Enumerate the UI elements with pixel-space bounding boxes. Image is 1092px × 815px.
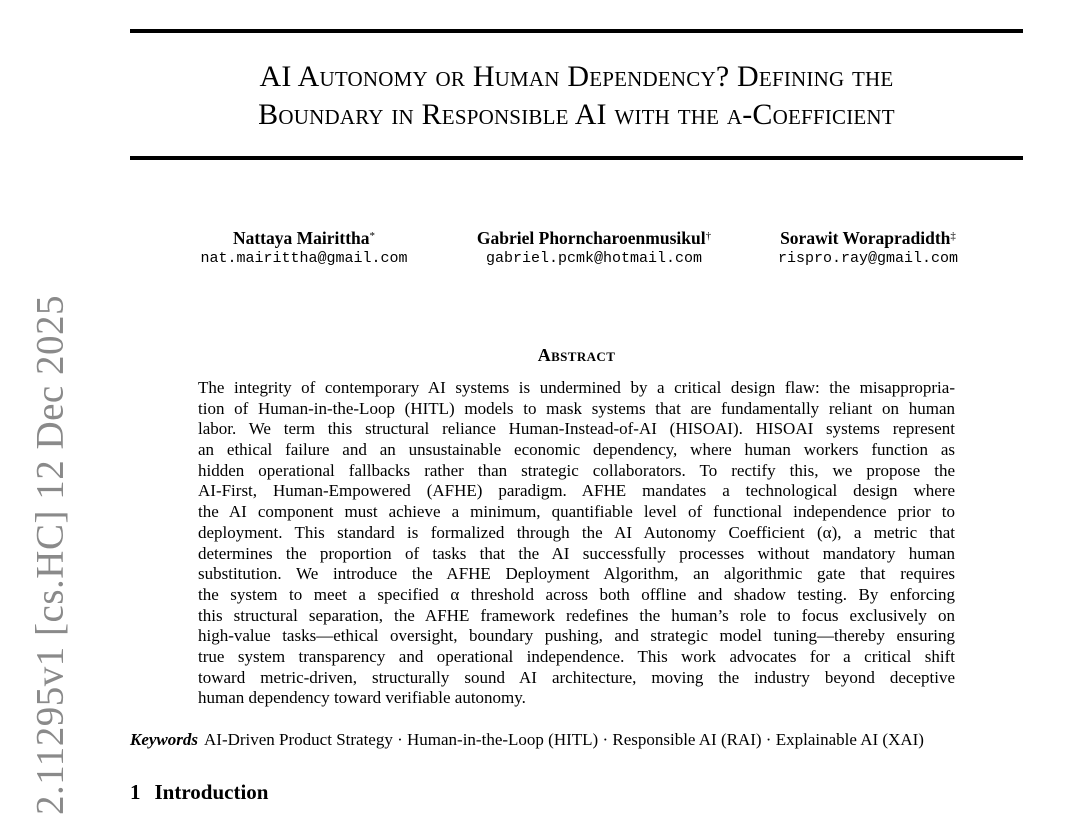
abstract-line: deployment. This standard is formalized through the AI Autonomy Coefficient (α), a metric that xyxy=(198,522,955,542)
abstract-line: this structural separation, the AFHE framework redefines the human’s role to focus exclusively on xyxy=(198,605,955,625)
abstract-line: human dependency toward verifiable autonomy. xyxy=(198,688,526,708)
author-block-3 xyxy=(759,227,977,269)
abstract-line: The integrity of contemporary AI systems is undermined by a critical design flaw: the misappropria- xyxy=(198,378,955,397)
section-number: 1 xyxy=(130,780,141,804)
abstract-line: true system transparency and operational independence. This work advocates for a critical shift xyxy=(198,646,955,666)
author-email[interactable]: gabriel.pcmk@hotmail.com xyxy=(485,250,703,267)
author-email[interactable]: nat.mairittha@gmail.com xyxy=(200,250,408,267)
author-footnote-mark: † xyxy=(705,230,712,242)
title-bottom-rule xyxy=(130,156,1023,160)
abstract-body xyxy=(198,378,955,709)
abstract-line: high-value tasks—ethical oversight, boundary pushing, and strategic model tuning—thereby ensuring xyxy=(198,626,955,646)
abstract-line: AI-First, Human-Empowered (AFHE) paradigm. AFHE mandates a technological design where xyxy=(198,481,955,501)
abstract-line: tion of Human-in-the-Loop (HITL) models to mask systems that are fundamentally reliant on human xyxy=(198,398,955,418)
abstract-line: determines the proportion of tasks that the AI successfully processes without mandatory human xyxy=(198,543,955,563)
title-top-rule xyxy=(130,29,1023,33)
abstract-line: substitution. We introduce the AFHE Deployment Algorithm, an algorithmic gate that requires xyxy=(198,564,955,584)
author-name: Nattaya Mairittha* xyxy=(232,228,376,248)
abstract-line: labor. We term this structural reliance Human-Instead-of-AI (HISOAI). HISOAI systems represent xyxy=(198,419,955,439)
arxiv-identifier: 2.11295v1 [cs.HC] 12 Dec 2025 xyxy=(28,295,72,815)
author-name: Sorawit Worapradidth‡ xyxy=(780,228,956,248)
author-email[interactable]: rispro.ray@gmail.com xyxy=(777,250,959,267)
keywords-label: Keywords xyxy=(130,730,198,749)
keywords xyxy=(130,729,924,751)
author-block-2 xyxy=(463,227,725,269)
author-block-1 xyxy=(189,227,419,269)
keywords-text: AI-Driven Product Strategy · Human-in-the-Loop (HITL) · Responsible AI (RAI) · Explainable AI (XAI) xyxy=(204,730,924,749)
paper-title xyxy=(130,58,1023,134)
section-title: Introduction xyxy=(154,780,269,804)
abstract-line: hidden operational fallbacks rather than strategic collaborators. To rectify this, we propose the xyxy=(198,460,955,480)
paper-title-line-2: Boundary in Responsible AI with the α-Coefficient xyxy=(258,98,895,131)
paper-title-line-1: AI Autonomy or Human Dependency? Defining the xyxy=(259,60,894,93)
abstract-line: an ethical failure and an unsustainable economic dependency, where human workers function as xyxy=(198,440,955,460)
author-footnote-mark: * xyxy=(369,230,376,242)
abstract-heading: Abstract xyxy=(537,345,616,365)
abstract-line: the system to meet a specified α threshold across both offline and shadow testing. By enforcing xyxy=(198,584,955,604)
abstract-line: the AI component must achieve a minimum, quantifiable level of functional independence prior to xyxy=(198,502,955,522)
author-footnote-mark: ‡ xyxy=(950,230,956,242)
abstract-line: toward metric-driven, structurally sound AI architecture, moving the industry beyond deceptive xyxy=(198,667,955,687)
author-name: Gabriel Phorncharoenmusikul† xyxy=(476,228,712,248)
section-heading xyxy=(130,778,268,806)
